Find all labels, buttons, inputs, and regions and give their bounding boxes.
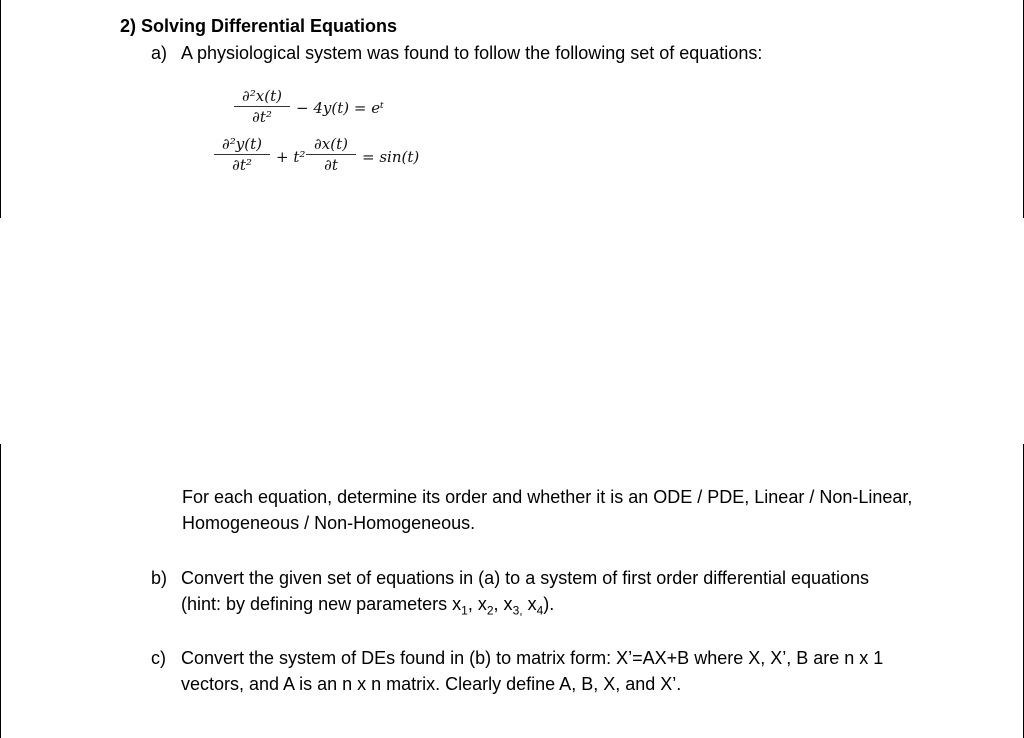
eq2-fraction-1 (214, 136, 270, 174)
subscript-4: 4 (536, 603, 544, 618)
eq1-rest: − 4y(t) = eᵗ (296, 99, 384, 117)
part-b-text-main: Convert the given set of equations in (a) to a system of first order differential equations (hint: by defining new parameters x (181, 568, 870, 614)
part-b-marker: b) (151, 568, 168, 588)
part-b (151, 565, 891, 617)
eq2-fraction-2 (306, 136, 356, 174)
part-b-sep-3: x (522, 594, 537, 614)
eq2-rest: = sin(t) (362, 148, 420, 166)
page-edge-left-bottom (0, 444, 1, 738)
eq2-numerator-2: ∂x(t) (314, 135, 348, 153)
part-b-sep-1: , x (467, 594, 487, 614)
eq2-denominator-1: ∂t² (232, 156, 252, 174)
part-c (151, 645, 911, 697)
eq2-denominator-2: ∂t (324, 156, 338, 174)
part-a-marker: a) (151, 43, 168, 63)
eq2-middle: + t² (276, 148, 306, 166)
part-a-text: A physiological system was found to follow the following set of equations: (181, 43, 763, 63)
eq2-fraction-bar-1 (214, 154, 270, 155)
subscript-1: 1 (461, 603, 468, 618)
eq1-fraction (234, 88, 290, 126)
part-a (151, 40, 911, 66)
part-b-sep-2: , x (493, 594, 513, 614)
eq1-numerator: ∂²x(t) (242, 87, 282, 105)
eq2-numerator-1: ∂²y(t) (222, 135, 262, 153)
instruction-paragraph: For each equation, determine its order and whether it is an ODE / PDE, Linear / Non-Linear, Homogeneous / Non-Homogeneous. (182, 487, 913, 533)
part-b-end: ). (543, 594, 555, 614)
part-c-text: Convert the system of DEs found in (b) to matrix form: X’=AX+B where X, X’, B are n x 1 vectors, and A is an n x n matrix. Clearly define A, B, X, and X’. (181, 648, 884, 694)
subscript-3: 3, (512, 603, 523, 618)
section-title: 2) Solving Differential Equations (120, 16, 398, 36)
subscript-2: 2 (486, 603, 494, 618)
eq2-fraction-bar-2 (306, 154, 356, 155)
part-c-marker: c) (151, 648, 166, 668)
eq1-fraction-bar (234, 106, 290, 107)
part-b-text (181, 565, 881, 617)
eq1-denominator: ∂t² (252, 108, 272, 126)
page-edge-left-top (0, 0, 1, 218)
